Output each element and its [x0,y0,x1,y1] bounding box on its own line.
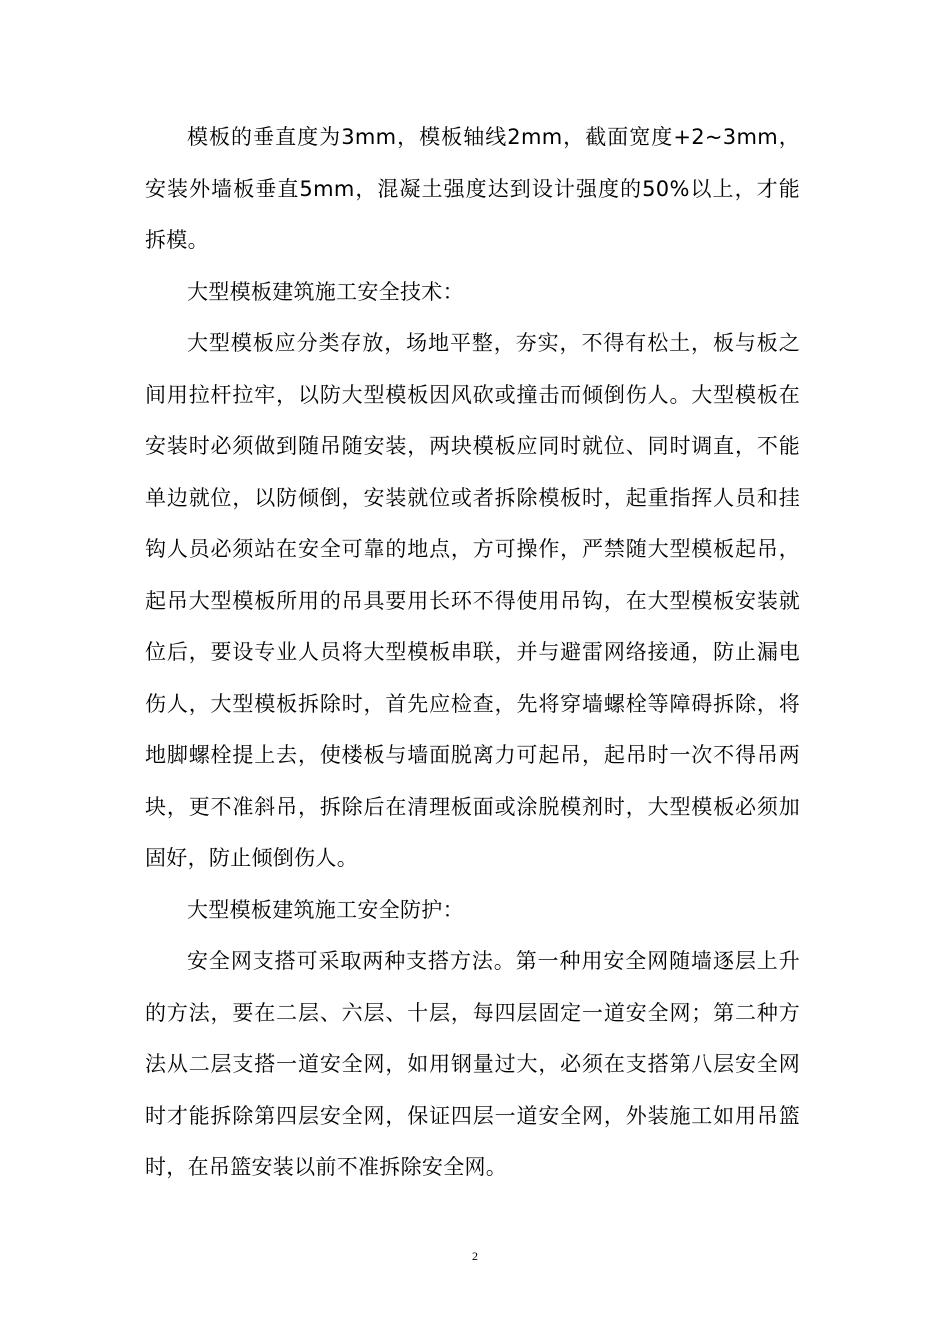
heading-safety-protection: 大型模板建筑施工安全防护： [187,897,464,922]
paragraph-safety-technology: 大型模板应分类存放，场地平整，夯实，不得有松土，板与板之间用拉杆拉牢，以防大型模板因风砍或撞击而倾倒伤人。大型模板在安装时必须做到随吊随安装，两块模板应同时就位、同时调直，不能单边就位，以防倾倒，安装就位或者拆除模板时，起重指挥人员和挂钩人员必须站在安全可靠的地点，方可操作，严禁随大型模板起吊，起吊大型模板所用的吊具要用长环不得使用吊钩，在大型模板安装就位后，要设专业人员将大型模板串联，并与避雷网络接通，防止漏电伤人，大型模板拆除时，首先应检查，先将穿墙螺栓等障碍拆除，将地脚螺栓提上去，使楼板与墙面脱离力可起吊，起吊时一次不得吊两块，更不准斜吊，拆除后在清理板面或涂脱模剂时，大型模板必须加固好，防止倾倒伤人。 [145,331,800,870]
heading-safety-technology: 大型模板建筑施工安全技术： [187,279,464,304]
page-number: 2 [472,1249,478,1263]
document-body [145,112,800,1194]
paragraph-safety-protection: 安全网支搭可采取两种支搭方法。第一种用安全网随墙逐层上升的方法，要在二层、六层、十层，每四层固定一道安全网；第二种方法从二层支搭一道安全网，如用钢量过大，必须在支搭第八层安全网时才能拆除第四层安全网，保证四层一道安全网，外装施工如用吊篮时，在吊篮安装以前不准拆除安全网。 [145,949,800,1179]
paragraph-tolerances: 模板的垂直度为3mm，模板轴线2mm，截面宽度+2~3mm，安装外墙板垂直5mm，混凝土强度达到设计强度的50%以上，才能拆模。 [145,125,800,252]
